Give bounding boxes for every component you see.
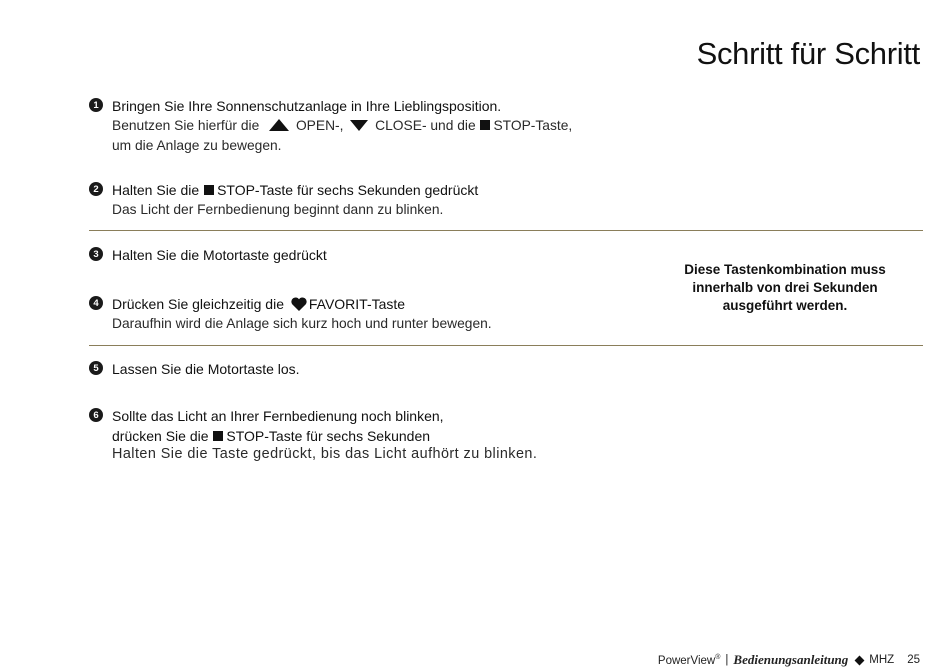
step-2 [89,180,478,220]
up-triangle-icon [269,119,289,131]
step-4-lead-suffix: FAVORIT-Taste [308,296,406,312]
note-line-1: Diese Tastenkombination muss [684,262,886,277]
step-4-sub: Daraufhin wird die Anlage sich kurz hoch und runter bewegen. [112,316,492,331]
step-4-lead-prefix: Drücken Sie gleichzeitig die [112,296,284,312]
step-6-sub: Halten Sie die Taste gedrückt, bis das Licht aufhört zu blinken. [112,446,538,462]
footer-separator: | [725,654,729,666]
step-number: 5 [89,361,103,375]
step-1-sub-prefix: Benutzen Sie hierfür die [112,118,260,133]
step-number: 4 [89,296,103,310]
divider-top [89,230,923,231]
stop-square-icon [480,120,490,130]
step-6-lead-line2 [112,426,537,446]
step-6-lead: Sollte das Licht an Ihrer Fernbedienung noch blinken, [112,408,444,424]
footer-doc-title: Bedienungsanleitung [733,652,849,667]
timing-note [660,261,910,315]
divider-bottom [89,345,923,346]
step-number: 1 [89,98,103,112]
step-1-sub [112,116,572,136]
stop-square-icon [213,431,223,441]
down-triangle-icon [350,120,368,131]
step-2-lead-suffix: STOP-Taste für sechs Sekunden gedrückt [217,182,479,198]
footer-model: MHZ [869,654,895,666]
step-5-lead: Lassen Sie die Motortaste los. [112,361,300,377]
step-1 [89,96,572,156]
step-2-lead-prefix: Halten Sie die [112,182,200,198]
step-number: 6 [89,408,103,422]
stop-square-icon [204,185,214,195]
step-number: 2 [89,182,103,196]
step-6-lead2-suffix: STOP-Taste für sechs Sekunden [226,428,431,444]
stop-label: STOP-Taste, [493,118,573,133]
step-number: 3 [89,247,103,261]
step-3 [89,245,327,265]
open-label: OPEN-, [295,118,344,133]
step-6-lead2-prefix: drücken Sie die [112,428,209,444]
step-4 [89,294,492,334]
step-4-lead [112,294,492,314]
diamond-icon [855,655,865,665]
note-line-3: ausgeführt werden. [722,298,848,313]
step-6 [89,406,537,463]
heart-icon [291,297,307,311]
step-1-lead: Bringen Sie Ihre Sonnenschutzanlage in Ihre Lieblingsposition. [112,98,502,114]
step-2-lead [112,180,478,200]
step-3-lead: Halten Sie die Motortaste gedrückt [112,247,327,263]
page-number: 25 [907,654,920,666]
page-title: Schritt für Schritt [696,36,920,71]
step-2-sub: Das Licht der Fernbedienung beginnt dann zu blinken. [112,202,444,217]
page-footer [658,652,920,668]
footer-brand: PowerView® [657,653,721,667]
step-5 [89,359,300,379]
step-1-sub-line2: um die Anlage zu bewegen. [112,138,282,153]
close-label: CLOSE- und die [375,118,476,133]
note-line-2: innerhalb von drei Sekunden [692,280,878,295]
